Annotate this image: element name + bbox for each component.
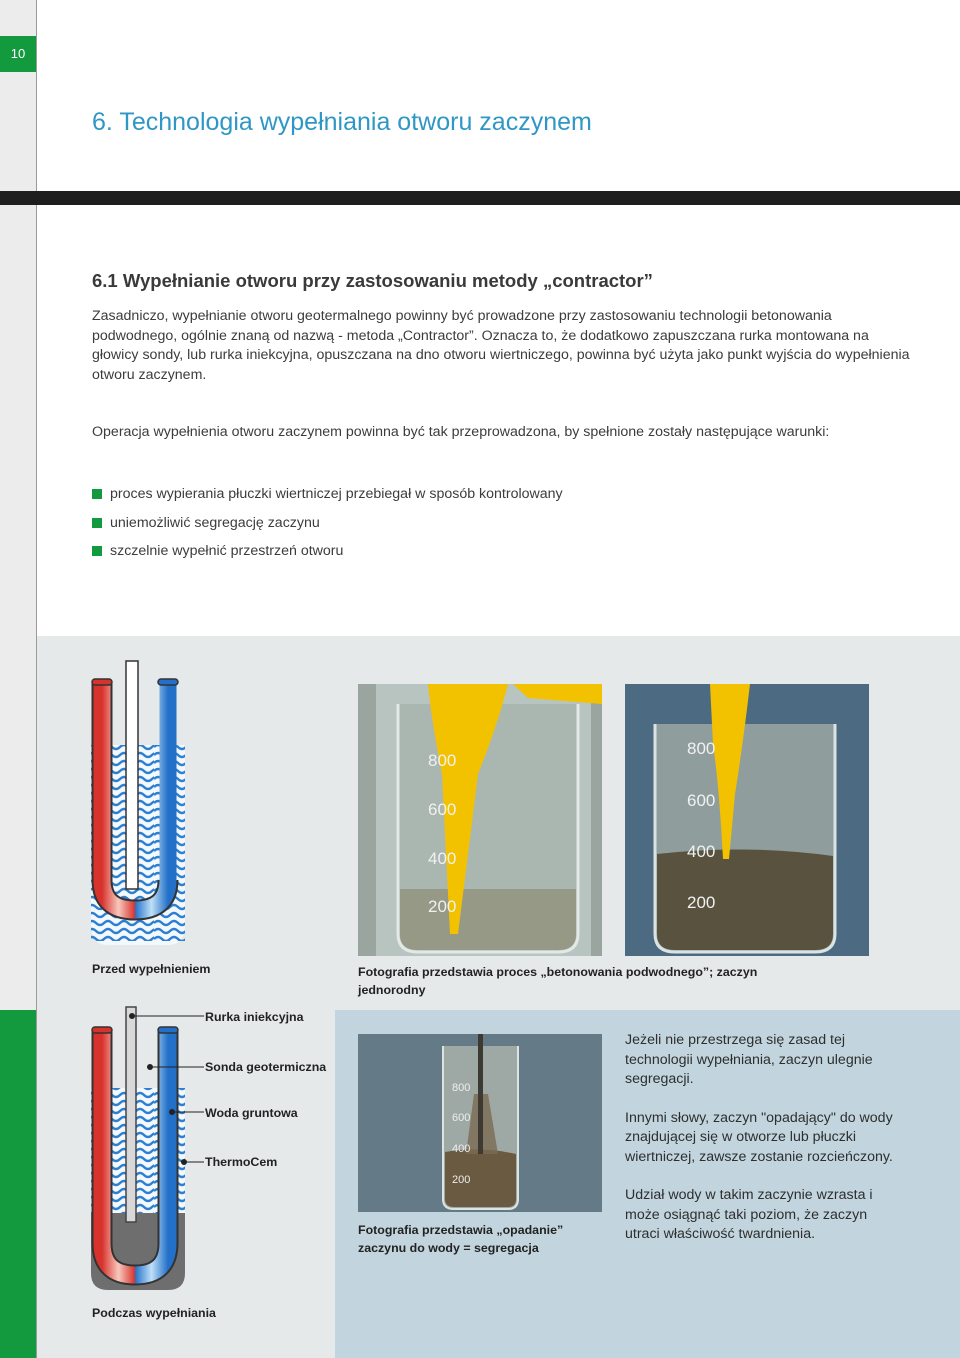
section-heading: 6.1 Wypełnianie otworu przy zastosowaniu metody „contractor” — [92, 270, 653, 291]
side-paragraph: Jeżeli nie przestrzega się zasad tej technologii wypełniania, zaczyn ulegnie segregacji. — [625, 1032, 873, 1087]
page-title: 6. Technologia wypełniania otworu zaczynem — [92, 108, 592, 136]
margin-accent-block — [0, 1010, 36, 1358]
scale-label-400: 400 — [428, 849, 457, 868]
photo1-caption: Fotografia przedstawia proces „betonowania podwodnego”; zaczyn jednorodny — [358, 965, 758, 997]
label-geothermal-probe: Sonda geotermiczna — [205, 1060, 327, 1074]
page-number: 10 — [0, 36, 36, 72]
scale-label-800: 800 — [428, 751, 457, 770]
photo2-caption: Fotografia przedstawia „opadanie” zaczynu do wody = segregacja — [358, 1223, 564, 1255]
bullet-square-icon — [92, 518, 102, 528]
photo-beaker-segregation — [358, 1034, 602, 1212]
scale-label-200: 200 — [452, 1174, 471, 1186]
scale-label-600: 600 — [452, 1112, 471, 1124]
list-item: proces wypierania płuczki wiertniczej przebiegał w sposób kontrolowany — [92, 480, 563, 509]
scale-label-600: 600 — [428, 800, 457, 819]
header-rule — [0, 191, 960, 205]
diagram-during-caption: Podczas wypełniania — [92, 1306, 216, 1320]
bullet-square-icon — [92, 546, 102, 556]
label-injection-tube: Rurka iniekcyjna — [205, 1010, 304, 1024]
conditions-list — [92, 480, 563, 566]
scale-label-400: 400 — [452, 1143, 471, 1155]
scale-label-600: 600 — [687, 791, 716, 810]
label-groundwater: Woda gruntowa — [205, 1106, 298, 1120]
label-leader-lines — [120, 1010, 210, 1170]
scale-label-200: 200 — [428, 897, 457, 916]
conditions-paragraph: Operacja wypełnienia otworu zaczynem powinna być tak przeprowadzona, by spełnione zostały następujące warunki: — [92, 424, 830, 440]
scale-label-800: 800 — [687, 739, 716, 758]
scale-label-800: 800 — [452, 1082, 471, 1094]
bullet-square-icon — [92, 489, 102, 499]
side-paragraph: Innymi słowy, zaczyn "opadający" do wody znajdującej się w otworze lub płuczki wiertniczej, zawsze zostanie rozcieńczony. — [625, 1109, 893, 1165]
diagram-before-caption: Przed wypełnieniem — [92, 962, 211, 976]
intro-paragraph: Zasadniczo, wypełnianie otworu geotermalnego powinny być prowadzone przy zastosowaniu technologii betonowania podwodnego, ogólnie znaną od nazwą - metoda „Contractor”. Oznacza to, że dodatkowo zapuszczana rurka montowana na głowicy sondy, lub rurka iniekcyjna, opuszczana na dno otworu wiertniczego, powinna być użyta jako punkt wyjścia do wypełnienia otworu zaczynem. — [92, 308, 910, 383]
side-paragraph: Udział wody w takim zaczynie wzrasta i może osiągnąć taki poziom, że zaczyn utraci właściwość twardnienia. — [625, 1187, 873, 1242]
borehole-before-diagram — [88, 655, 188, 950]
segregation-explanation — [625, 1031, 895, 1264]
label-thermocem: ThermoCem — [205, 1155, 278, 1169]
list-item: uniemożliwić segregację zaczynu — [92, 509, 563, 538]
scale-label-400: 400 — [687, 842, 716, 861]
scale-label-200: 200 — [687, 893, 716, 912]
list-item: szczelnie wypełnić przestrzeń otworu — [92, 537, 563, 566]
photo-beaker-homogeneous-grout — [625, 684, 869, 956]
photo-beaker-underwater-concreting — [358, 684, 602, 956]
